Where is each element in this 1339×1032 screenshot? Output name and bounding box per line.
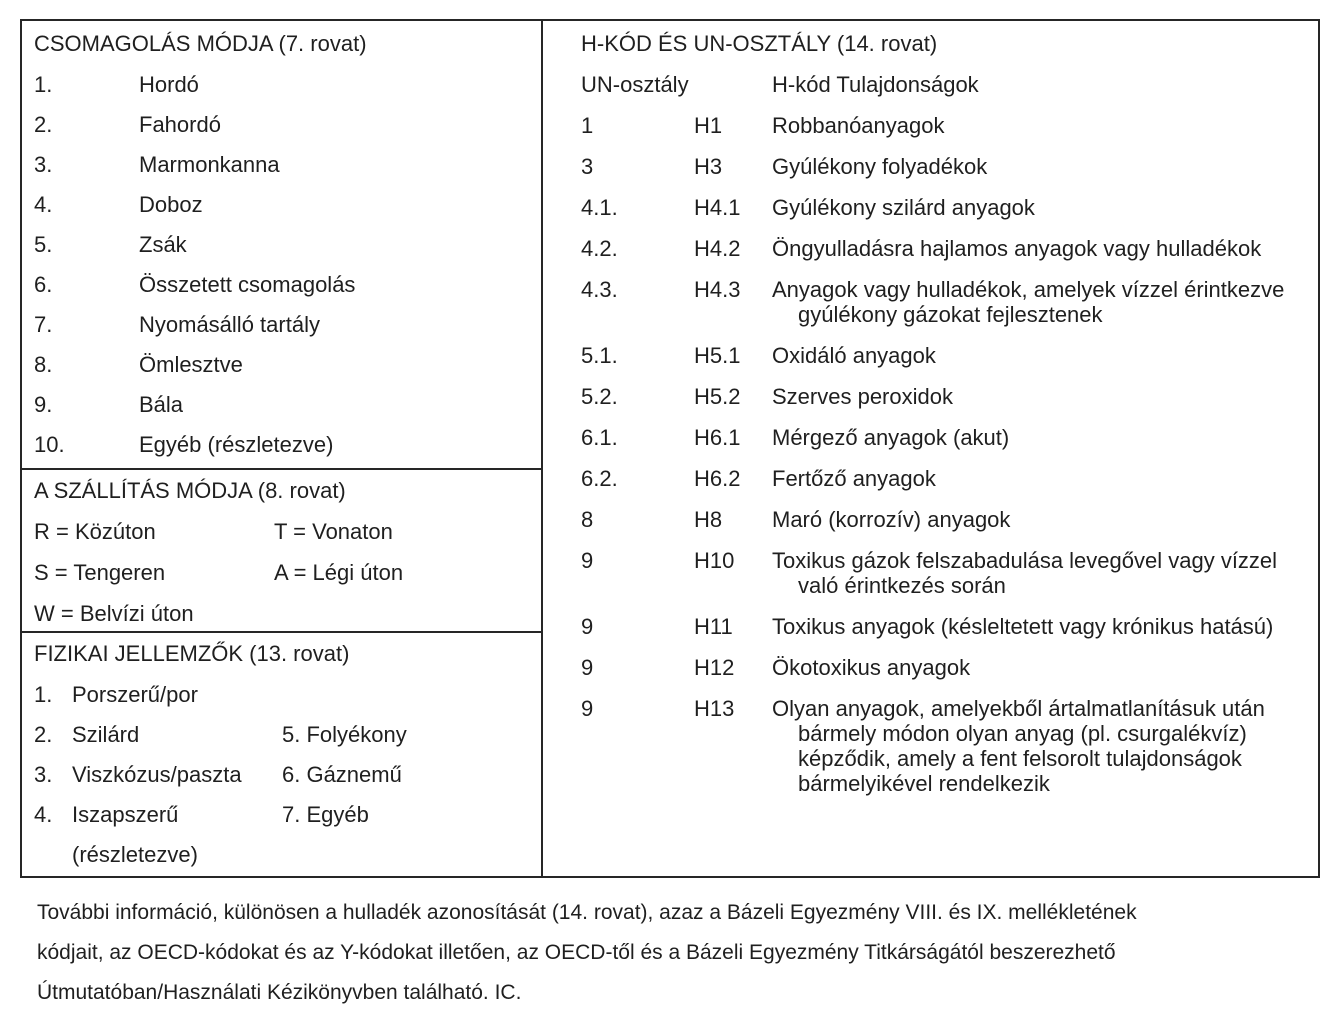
hcode-un-class: 9 bbox=[581, 614, 594, 639]
hcode-row bbox=[581, 614, 1312, 639]
transport-code-left: R = Közúton bbox=[34, 519, 156, 544]
packaging-item bbox=[34, 312, 533, 337]
packaging-item-number: 2. bbox=[34, 112, 53, 137]
right-column bbox=[543, 21, 1318, 876]
hcode-description: Oxidáló anyagok bbox=[772, 343, 936, 368]
physical-item-label: Porszerű/por bbox=[72, 682, 198, 707]
physical-item-label: Szilárd bbox=[72, 722, 140, 747]
packaging-item-number: 3. bbox=[34, 152, 53, 177]
packaging-section-title: CSOMAGOLÁS MÓDJA (7. rovat) bbox=[34, 31, 367, 56]
hcode-description: Szerves peroxidok bbox=[772, 384, 953, 409]
physical-item-number: 3. bbox=[34, 762, 53, 787]
hcode-description: Fertőző anyagok bbox=[772, 466, 936, 491]
hcode-un-class: 4.1. bbox=[581, 195, 618, 220]
hcode-description: Toxikus gázok felszabadulása levegővel vagy vízzel való érintkezés során bbox=[772, 548, 1278, 598]
transport-code-right bbox=[274, 601, 533, 626]
hcode-code: H12 bbox=[694, 655, 735, 680]
hcode-code: H6.2 bbox=[694, 466, 741, 491]
packaging-item-number: 8. bbox=[34, 352, 53, 377]
packaging-item-label: Nyomásálló tartály bbox=[139, 312, 320, 337]
hcode-code: H11 bbox=[694, 614, 733, 639]
packaging-item-number: 10. bbox=[34, 432, 65, 457]
hcode-description: Maró (korrozív) anyagok bbox=[772, 507, 1011, 532]
physical-item-right: 6. Gáznemű bbox=[282, 762, 402, 787]
footer-note-line: Útmutatóban/Használati Kézikönyvben található. IC. bbox=[37, 981, 522, 1004]
packaging-item-number: 5. bbox=[34, 232, 53, 257]
hcode-code: H10 bbox=[694, 548, 735, 573]
hcode-un-class: 3 bbox=[581, 154, 594, 179]
hcode-properties-column-header: H-kód Tulajdonságok bbox=[772, 72, 979, 97]
hcode-description: Gyúlékony szilárd anyagok bbox=[772, 195, 1035, 220]
physical-item-row bbox=[34, 762, 533, 787]
physical-item-label: Iszapszerű bbox=[72, 802, 179, 827]
hcode-row bbox=[581, 384, 1312, 409]
hcode-row bbox=[581, 236, 1312, 261]
hcode-row bbox=[581, 343, 1312, 368]
hcode-un-class: 4.2. bbox=[581, 236, 618, 261]
hcode-code: H5.1 bbox=[694, 343, 741, 368]
hcode-description: Olyan anyagok, amelyekből ártalmatlanításuk után bármely módon olyan anyag (pl. csurgalékvíz) képződik, amely a fent felsorolt tulajdonságok bármelyikével rendelkezik bbox=[772, 696, 1265, 796]
transport-code-right: T = Vonaton bbox=[274, 519, 393, 544]
hcode-description: Mérgező anyagok (akut) bbox=[772, 425, 1010, 450]
hcode-un-class: 5.2. bbox=[581, 384, 618, 409]
packaging-item-number: 9. bbox=[34, 392, 53, 417]
packaging-item-label: Ömlesztve bbox=[139, 352, 243, 377]
physical-item-number: 1. bbox=[34, 682, 53, 707]
section-hcode-un-class bbox=[543, 21, 1318, 876]
hcode-un-class: 4.3. bbox=[581, 277, 618, 302]
physical-item-number bbox=[34, 842, 72, 867]
hcode-code: H3 bbox=[694, 154, 723, 179]
transport-section-title: A SZÁLLÍTÁS MÓDJA (8. rovat) bbox=[34, 478, 346, 503]
transport-code-row bbox=[34, 560, 533, 585]
hcode-description: Öngyulladásra hajlamos anyagok vagy hulladékok bbox=[772, 236, 1262, 261]
section-transport-mode bbox=[22, 468, 541, 633]
hcode-column-header-row bbox=[581, 72, 1312, 97]
footer-note-line: kódjait, az OECD-kódokat és az Y-kódokat illetően, az OECD-től és a Bázeli Egyezmény Titkárságától beszerezhető bbox=[37, 941, 1116, 964]
packaging-item bbox=[34, 112, 533, 137]
packaging-item-number: 1. bbox=[34, 72, 53, 97]
left-column bbox=[22, 21, 543, 876]
hcode-un-class: 9 bbox=[581, 655, 594, 680]
hcode-row bbox=[581, 655, 1312, 680]
hcode-code: H4.2 bbox=[694, 236, 741, 261]
hcode-row bbox=[581, 425, 1312, 450]
packaging-item bbox=[34, 232, 533, 257]
packaging-item bbox=[34, 72, 533, 97]
transport-code-right: A = Légi úton bbox=[274, 560, 404, 585]
packaging-item-number: 7. bbox=[34, 312, 53, 337]
transport-code-row bbox=[34, 601, 533, 626]
hcode-row bbox=[581, 113, 1312, 138]
hcode-code: H13 bbox=[694, 696, 735, 721]
packaging-item-label: Bála bbox=[139, 392, 184, 417]
hcode-description: Anyagok vagy hulladékok, amelyek vízzel érintkezve gyúlékony gázokat fejlesztenek bbox=[772, 277, 1285, 327]
hcode-description: Ökotoxikus anyagok bbox=[772, 655, 971, 680]
hcode-row bbox=[581, 154, 1312, 179]
hcode-un-class: 1 bbox=[581, 113, 594, 138]
hcode-un-class: 8 bbox=[581, 507, 594, 532]
hcode-un-class: 6.2. bbox=[581, 466, 618, 491]
hcode-row bbox=[581, 277, 1312, 327]
hcode-row bbox=[581, 696, 1312, 796]
un-class-column-header: UN-osztály bbox=[581, 72, 689, 97]
transport-codes-list bbox=[34, 519, 533, 626]
hcode-row bbox=[581, 548, 1312, 598]
hcode-un-class: 5.1. bbox=[581, 343, 618, 368]
physical-item-number: 2. bbox=[34, 722, 53, 747]
packaging-items-list bbox=[34, 72, 533, 457]
physical-items-list bbox=[34, 682, 533, 867]
packaging-item bbox=[34, 192, 533, 217]
physical-item-label: Viszkózus/paszta bbox=[72, 762, 242, 787]
packaging-item-label: Hordó bbox=[139, 72, 199, 97]
hcode-code: H5.2 bbox=[694, 384, 741, 409]
packaging-item bbox=[34, 152, 533, 177]
physical-item-number: 4. bbox=[34, 802, 53, 827]
transport-code-left: W = Belvízi úton bbox=[34, 601, 194, 626]
hcode-code: H4.1 bbox=[694, 195, 741, 220]
hcode-un-class: 9 bbox=[581, 548, 594, 573]
hcode-row bbox=[581, 195, 1312, 220]
hcode-description: Gyúlékony folyadékok bbox=[772, 154, 988, 179]
physical-item-right: 5. Folyékony bbox=[282, 722, 407, 747]
footer-note-line: További információ, különösen a hulladék azonosítását (14. rovat), azaz a Bázeli Egyezmény VIII. és IX. mellékletének bbox=[37, 901, 1137, 924]
packaging-item-label: Egyéb (részletezve) bbox=[139, 432, 334, 457]
footer-note bbox=[37, 893, 1327, 1013]
hcode-code: H6.1 bbox=[694, 425, 741, 450]
packaging-item-label: Fahordó bbox=[139, 112, 221, 137]
section-packaging-method bbox=[22, 21, 541, 468]
packaging-item-number: 6. bbox=[34, 272, 53, 297]
physical-item-label: (részletezve) bbox=[72, 842, 198, 867]
section-physical-characteristics bbox=[22, 633, 541, 876]
physical-item-row bbox=[34, 722, 533, 747]
packaging-item-label: Összetett csomagolás bbox=[139, 272, 356, 297]
physical-item-row bbox=[34, 842, 533, 867]
packaging-item bbox=[34, 352, 533, 377]
hcode-code: H1 bbox=[694, 113, 723, 138]
hcode-code: H8 bbox=[694, 507, 723, 532]
packaging-item-number: 4. bbox=[34, 192, 53, 217]
packaging-item-label: Zsák bbox=[139, 232, 187, 257]
hcode-un-class: 6.1. bbox=[581, 425, 618, 450]
hcode-rows-list bbox=[581, 113, 1312, 796]
physical-section-title: FIZIKAI JELLEMZŐK (13. rovat) bbox=[34, 641, 350, 666]
transport-code-row bbox=[34, 519, 533, 544]
packaging-item-label: Marmonkanna bbox=[139, 152, 280, 177]
codes-legend-table bbox=[20, 19, 1320, 878]
packaging-item bbox=[34, 392, 533, 417]
hcode-description: Robbanóanyagok bbox=[772, 113, 945, 138]
physical-item-row bbox=[34, 682, 533, 707]
packaging-item-label: Doboz bbox=[139, 192, 203, 217]
hcode-row bbox=[581, 507, 1312, 532]
packaging-item bbox=[34, 272, 533, 297]
hcode-row bbox=[581, 466, 1312, 491]
physical-item-right bbox=[282, 842, 533, 867]
hcode-un-class: 9 bbox=[581, 696, 594, 721]
hcode-code: H4.3 bbox=[694, 277, 741, 302]
packaging-item bbox=[34, 432, 533, 457]
hcode-section-title: H-KÓD ÉS UN-OSZTÁLY (14. rovat) bbox=[581, 31, 938, 56]
physical-item-right bbox=[282, 682, 533, 707]
physical-item-row bbox=[34, 802, 533, 827]
transport-code-left: S = Tengeren bbox=[34, 560, 166, 585]
hcode-description: Toxikus anyagok (késleltetett vagy krónikus hatású) bbox=[772, 614, 1274, 639]
physical-item-right: 7. Egyéb bbox=[282, 802, 369, 827]
